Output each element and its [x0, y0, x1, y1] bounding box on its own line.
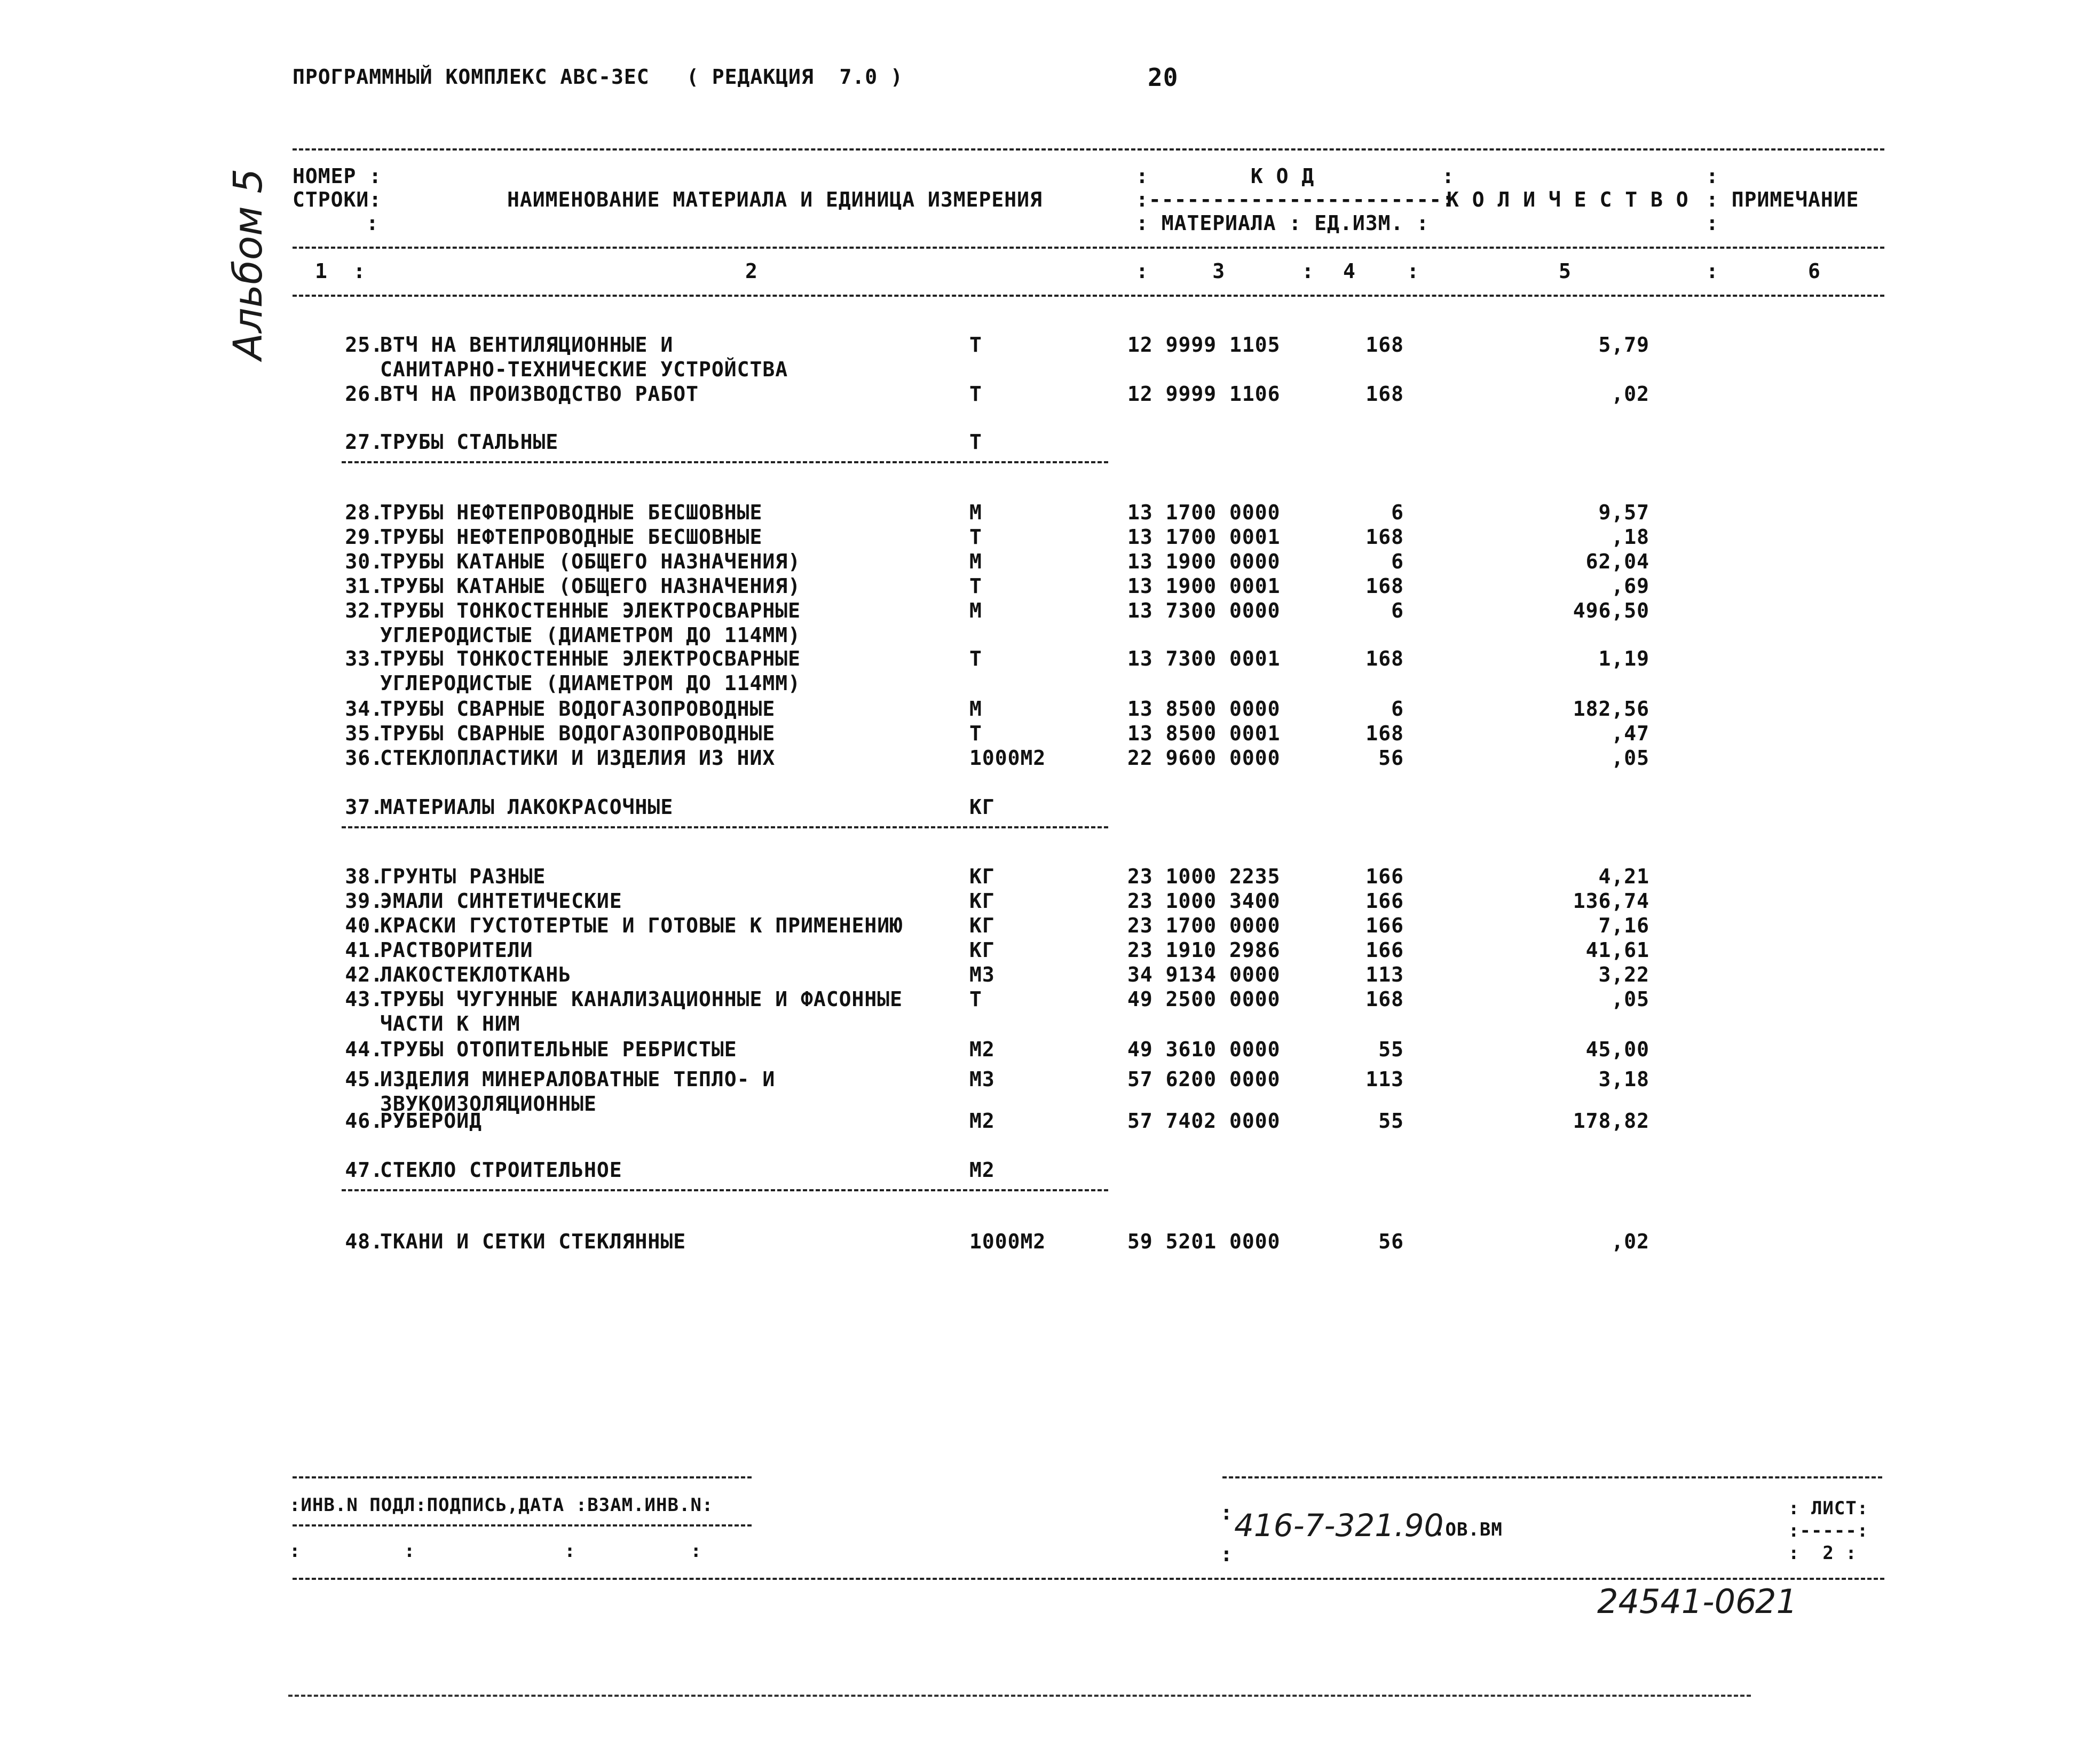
- row-number: 48.: [345, 1230, 383, 1253]
- measure-code: 168: [1365, 382, 1404, 406]
- measure-code: 166: [1365, 865, 1404, 888]
- material-name-continued: УГЛЕРОДИСТЫЕ (ДИАМЕТРОМ ДО 114ММ): [380, 671, 801, 695]
- group-underline: [342, 826, 1108, 828]
- material-code: 13 1900 0000: [1127, 550, 1281, 573]
- material-name: ВТЧ НА ВЕНТИЛЯЦИОННЫЕ И: [380, 333, 674, 357]
- measure-code: 6: [1391, 599, 1404, 622]
- material-name: ТРУБЫ ОТОПИТЕЛЬНЫЕ РЕБРИСТЫЕ: [380, 1038, 737, 1061]
- material-name: МАТЕРИАЛЫ ЛАКОКРАСОЧНЫЕ: [380, 795, 674, 819]
- quantity-value: ,05: [1611, 746, 1649, 770]
- material-code: 13 8500 0000: [1127, 697, 1281, 721]
- unit-of-measure: М: [969, 501, 982, 524]
- unit-of-measure: М3: [969, 1067, 995, 1091]
- unit-of-measure: М2: [969, 1109, 995, 1133]
- measure-code: 168: [1365, 722, 1404, 745]
- unit-of-measure: М3: [969, 963, 995, 986]
- unit-of-measure: М: [969, 599, 982, 622]
- row-number: 36.: [345, 746, 383, 770]
- row-number: 41.: [345, 938, 383, 962]
- material-name: ТРУБЫ ТОНКОСТЕННЫЕ ЭЛЕКТРОСВАРНЫЕ: [380, 647, 801, 670]
- page-number: 20: [1148, 63, 1179, 92]
- quantity-value: 41,61: [1585, 938, 1649, 962]
- material-code: 23 1910 2986: [1127, 938, 1281, 962]
- edition-label: ( РЕДАКЦИЯ 7.0 ): [686, 65, 903, 89]
- unit-of-measure: 1000М2: [969, 1230, 1046, 1253]
- unit-of-measure: КГ: [969, 914, 995, 937]
- doc-suffix: .ОВ.ВМ: [1434, 1519, 1503, 1540]
- quantity-value: ,69: [1611, 574, 1649, 598]
- quantity-value: ,47: [1611, 722, 1649, 745]
- stamp-labels: :ИНВ.N ПОДЛ:ПОДПИСЬ,ДАТА :ВЗАМ.ИНВ.N:: [289, 1494, 714, 1516]
- group-underline: [342, 1189, 1108, 1191]
- measure-code: 55: [1378, 1109, 1404, 1133]
- doc-prefix: :: [1220, 1501, 1233, 1524]
- material-name: СТЕКЛОПЛАСТИКИ И ИЗДЕЛИЯ ИЗ НИХ: [380, 746, 776, 770]
- quantity-value: 62,04: [1585, 550, 1649, 573]
- material-code: 13 1700 0000: [1127, 501, 1281, 524]
- material-code: 49 3610 0000: [1127, 1038, 1281, 1061]
- quantity-value: 136,74: [1573, 889, 1649, 913]
- unit-of-measure: М: [969, 550, 982, 573]
- row-number: 34.: [345, 697, 383, 721]
- row-number: 25.: [345, 333, 383, 357]
- material-code: 23 1000 2235: [1127, 865, 1281, 888]
- row-number: 32.: [345, 599, 383, 622]
- row-number: 37.: [345, 795, 383, 819]
- material-code: 22 9600 0000: [1127, 746, 1281, 770]
- row-number: 43.: [345, 987, 383, 1011]
- doc-colon-bottom: :: [1220, 1543, 1233, 1566]
- material-code: 13 7300 0000: [1127, 599, 1281, 622]
- header-note-3: :: [1706, 211, 1719, 235]
- stamp-top-rule: [293, 1476, 752, 1478]
- quantity-value: ,18: [1611, 525, 1649, 549]
- header-name: НАИМЕНОВАНИЕ МАТЕРИАЛА И ЕДИНИЦА ИЗМЕРЕНИЯ: [507, 188, 1043, 211]
- material-code: 12 9999 1106: [1127, 382, 1281, 406]
- unit-of-measure: КГ: [969, 865, 995, 888]
- quantity-value: 9,57: [1598, 501, 1649, 524]
- measure-code: 168: [1365, 525, 1404, 549]
- quantity-value: 496,50: [1573, 599, 1649, 622]
- header-note-1: :: [1706, 164, 1719, 188]
- material-name: ТРУБЫ СТАЛЬНЫЕ: [380, 430, 559, 454]
- header-bottom-rule: [293, 295, 1884, 297]
- material-name: ТРУБЫ СВАРНЫЕ ВОДОГАЗОПРОВОДНЫЕ: [380, 722, 776, 745]
- header-code-1: : К О Д :: [1136, 164, 1455, 188]
- unit-of-measure: Т: [969, 987, 982, 1011]
- col-num-3: : 3 :: [1136, 259, 1315, 283]
- header-row-no-3: :: [366, 211, 379, 235]
- unit-of-measure: М2: [969, 1038, 995, 1061]
- unit-of-measure: КГ: [969, 889, 995, 913]
- program-title: ПРОГРАММНЫЙ КОМПЛЕКС АВС-ЗЕС: [293, 65, 650, 89]
- measure-code: 6: [1391, 550, 1404, 573]
- material-name-continued: ЗВУКОИЗОЛЯЦИОННЫЕ: [380, 1092, 597, 1116]
- material-name: ТРУБЫ НЕФТЕПРОВОДНЫЕ БЕСШОВНЫЕ: [380, 525, 763, 549]
- material-code: 13 1900 0001: [1127, 574, 1281, 598]
- material-name: ИЗДЕЛИЯ МИНЕРАЛОВАТНЫЕ ТЕПЛО- И: [380, 1067, 776, 1091]
- measure-code: 166: [1365, 938, 1404, 962]
- row-number: 27.: [345, 430, 383, 454]
- row-number: 31.: [345, 574, 383, 598]
- row-number: 26.: [345, 382, 383, 406]
- quantity-value: 3,22: [1598, 963, 1649, 986]
- unit-of-measure: Т: [969, 525, 982, 549]
- unit-of-measure: Т: [969, 722, 982, 745]
- footer-bottom-rule: [293, 1578, 1884, 1580]
- header-code-2: :-----------------------:: [1136, 188, 1455, 211]
- row-number: 28.: [345, 501, 383, 524]
- row-number: 42.: [345, 963, 383, 986]
- measure-code: 168: [1365, 333, 1404, 357]
- row-number: 45.: [345, 1067, 383, 1091]
- col-num-5: 5: [1559, 259, 1572, 283]
- material-code: 34 9134 0000: [1127, 963, 1281, 986]
- material-code: 57 6200 0000: [1127, 1067, 1281, 1091]
- material-name: ТРУБЫ СВАРНЫЕ ВОДОГАЗОПРОВОДНЫЕ: [380, 697, 776, 721]
- col-num-1: 1 :: [315, 259, 366, 283]
- quantity-value: 1,19: [1598, 647, 1649, 670]
- unit-of-measure: Т: [969, 430, 982, 454]
- material-name-continued: УГЛЕРОДИСТЫЕ (ДИАМЕТРОМ ДО 114ММ): [380, 623, 801, 647]
- unit-of-measure: Т: [969, 574, 982, 598]
- row-number: 44.: [345, 1038, 383, 1061]
- quantity-value: 7,16: [1598, 914, 1649, 937]
- measure-code: 168: [1365, 574, 1404, 598]
- unit-of-measure: КГ: [969, 795, 995, 819]
- material-name: СТЕКЛО СТРОИТЕЛЬНОЕ: [380, 1158, 622, 1182]
- row-number: 30.: [345, 550, 383, 573]
- measure-code: 166: [1365, 889, 1404, 913]
- quantity-value: 182,56: [1573, 697, 1649, 721]
- row-number: 46.: [345, 1109, 383, 1133]
- measure-code: 56: [1378, 746, 1404, 770]
- measure-code: 168: [1365, 987, 1404, 1011]
- material-name: ЛАКОСТЕКЛОТКАНЬ: [380, 963, 572, 986]
- material-name-continued: ЧАСТИ К НИМ: [380, 1012, 520, 1035]
- header-quantity: К О Л И Ч Е С Т В О: [1447, 188, 1689, 211]
- handwritten-registration: 24541-06: [1597, 1582, 1757, 1621]
- measure-code: 113: [1365, 963, 1404, 986]
- material-name: ВТЧ НА ПРОИЗВОДСТВО РАБОТ: [380, 382, 699, 406]
- doc-number: 416-7-321.90: [1234, 1507, 1444, 1544]
- material-name: ТРУБЫ ТОНКОСТЕННЫЕ ЭЛЕКТРОСВАРНЫЕ: [380, 599, 801, 622]
- material-name: ТРУБЫ ЧУГУННЫЕ КАНАЛИЗАЦИОННЫЕ И ФАСОННЫЕ: [380, 987, 903, 1011]
- measure-code: 55: [1378, 1038, 1404, 1061]
- row-number: 29.: [345, 525, 383, 549]
- stamp-mid-rule: [293, 1524, 752, 1527]
- unit-of-measure: М2: [969, 1158, 995, 1182]
- material-name-continued: САНИТАРНО-ТЕХНИЧЕСКИЕ УСТРОЙСТВА: [380, 358, 788, 381]
- material-code: 23 1000 3400: [1127, 889, 1281, 913]
- quantity-value: ,02: [1611, 382, 1649, 406]
- row-number: 40.: [345, 914, 383, 937]
- material-code: 13 8500 0001: [1127, 722, 1281, 745]
- measure-code: 166: [1365, 914, 1404, 937]
- material-name: ТРУБЫ КАТАНЫЕ (ОБЩЕГО НАЗНАЧЕНИЯ): [380, 574, 801, 598]
- material-name: ТРУБЫ КАТАНЫЕ (ОБЩЕГО НАЗНАЧЕНИЯ): [380, 550, 801, 573]
- material-name: ТКАНИ И СЕТКИ СТЕКЛЯННЫЕ: [380, 1230, 686, 1253]
- row-number: 47.: [345, 1158, 383, 1182]
- unit-of-measure: М: [969, 697, 982, 721]
- handwritten-page: 21: [1755, 1582, 1797, 1621]
- sheet-divider: :-----:: [1788, 1520, 1869, 1541]
- material-code: 49 2500 0000: [1127, 987, 1281, 1011]
- measure-code: 113: [1365, 1067, 1404, 1091]
- header-note-2: : ПРИМЕЧАНИЕ: [1706, 188, 1859, 211]
- col-num-4: 4 :: [1343, 259, 1420, 283]
- material-code: 13 7300 0001: [1127, 647, 1281, 670]
- measure-code: 168: [1365, 647, 1404, 670]
- quantity-value: 5,79: [1598, 333, 1649, 357]
- unit-of-measure: Т: [969, 382, 982, 406]
- album-label: Альбом 5: [225, 168, 271, 360]
- row-number: 39.: [345, 889, 383, 913]
- material-name: ТРУБЫ НЕФТЕПРОВОДНЫЕ БЕСШОВНЫЕ: [380, 501, 763, 524]
- row-number: 33.: [345, 647, 383, 670]
- quantity-value: ,02: [1611, 1230, 1649, 1253]
- doc-top-rule: [1222, 1476, 1882, 1478]
- material-name: РУБЕРОИД: [380, 1109, 483, 1133]
- material-code: 12 9999 1105: [1127, 333, 1281, 357]
- measure-code: 56: [1378, 1230, 1404, 1253]
- sheet-label: : ЛИСТ:: [1788, 1498, 1869, 1519]
- quantity-value: 178,82: [1573, 1109, 1649, 1133]
- quantity-value: 45,00: [1585, 1038, 1649, 1061]
- measure-code: 6: [1391, 697, 1404, 721]
- quantity-value: 4,21: [1598, 865, 1649, 888]
- header-row-no-2: СТРОКИ:: [293, 188, 382, 211]
- row-number: 38.: [345, 865, 383, 888]
- material-name: ГРУНТЫ РАЗНЫЕ: [380, 865, 546, 888]
- bottom-cut-line: [288, 1695, 1751, 1697]
- sheet-number: : 2 :: [1788, 1543, 1857, 1564]
- unit-of-measure: 1000М2: [969, 746, 1046, 770]
- stamp-fields: : : : :: [289, 1540, 702, 1562]
- header-row-no-1: НОМЕР :: [293, 164, 382, 188]
- col-num-6: : 6: [1706, 259, 1821, 283]
- row-number: 35.: [345, 722, 383, 745]
- material-name: РАСТВОРИТЕЛИ: [380, 938, 533, 962]
- material-code: 59 5201 0000: [1127, 1230, 1281, 1253]
- header-mid-rule: [293, 247, 1884, 249]
- unit-of-measure: Т: [969, 333, 982, 357]
- header-code-3: : МАТЕРИАЛА : ЕД.ИЗМ. :: [1136, 211, 1430, 235]
- material-code: 23 1700 0000: [1127, 914, 1281, 937]
- quantity-value: ,05: [1611, 987, 1649, 1011]
- header-top-rule: [293, 148, 1884, 151]
- quantity-value: 3,18: [1598, 1067, 1649, 1091]
- group-underline: [342, 461, 1108, 463]
- material-name: ЭМАЛИ СИНТЕТИЧЕСКИЕ: [380, 889, 622, 913]
- col-num-2: 2: [745, 259, 758, 283]
- material-code: 13 1700 0001: [1127, 525, 1281, 549]
- measure-code: 6: [1391, 501, 1404, 524]
- material-name: КРАСКИ ГУСТОТЕРТЫЕ И ГОТОВЫЕ К ПРИМЕНЕНИЮ: [380, 914, 903, 937]
- unit-of-measure: КГ: [969, 938, 995, 962]
- material-code: 57 7402 0000: [1127, 1109, 1281, 1133]
- unit-of-measure: Т: [969, 647, 982, 670]
